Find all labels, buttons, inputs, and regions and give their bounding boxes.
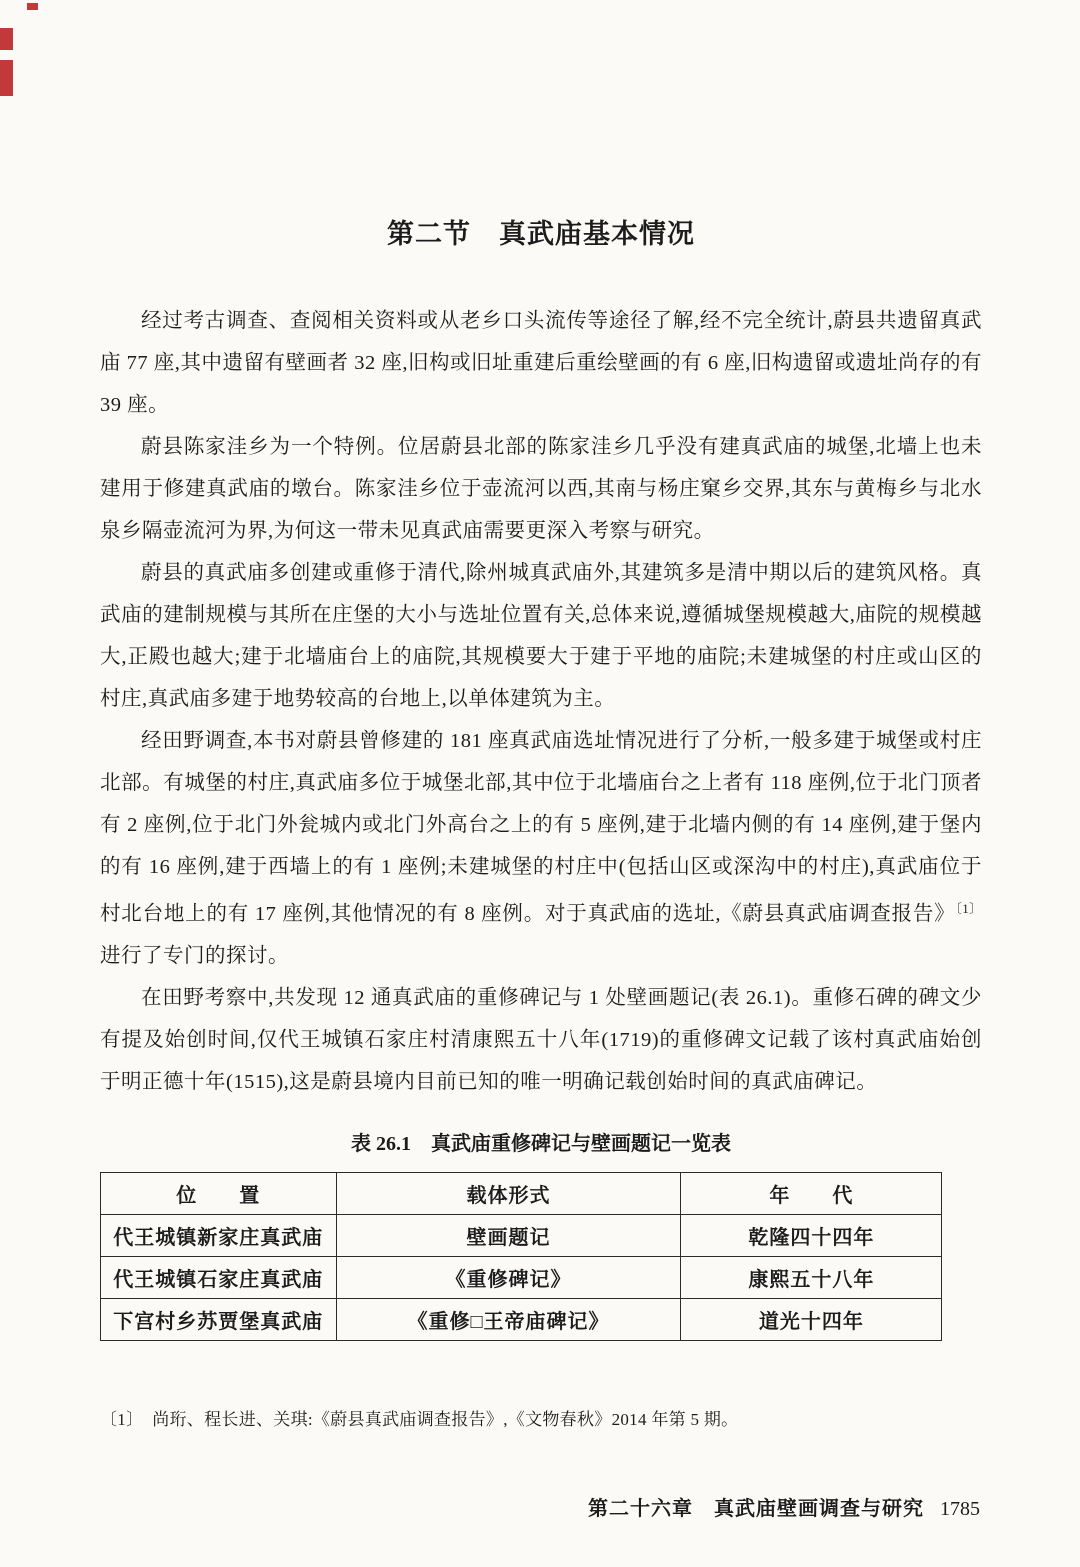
table-row <box>101 1215 942 1257</box>
footnote: 〔1〕 尚珩、程长进、关琪:《蔚县真武庙调查报告》,《文物春秋》2014 年第 5 期。 <box>100 1410 739 1429</box>
red-scan-mark <box>27 3 38 10</box>
table-header-medium: 载体形式 <box>336 1173 681 1215</box>
table-cell-location: 下宫村乡苏贾堡真武庙 <box>101 1299 337 1341</box>
paragraph-4 <box>100 720 982 977</box>
table-header-location: 位 置 <box>101 1173 337 1215</box>
table-cell-location: 代王城镇石家庄真武庙 <box>101 1257 337 1299</box>
stele-inscription-table <box>100 1172 942 1341</box>
footnote-reference-marker: 〔1〕 <box>955 901 982 916</box>
section-title: 第二节 真武庙基本情况 <box>387 219 695 249</box>
table-cell-era: 康熙五十八年 <box>681 1257 942 1299</box>
paragraph-4-text: 经田野调查,本书对蔚县曾修建的 181 座真武庙选址情况进行了分析,一般多建于城堡或村庄北部。有城堡的村庄,真武庙多位于城堡北部,其中位于北墙庙台之上者有 118 座例,位于北门顶者有 2 座例,位于北门外瓮城内或北门外高台之上的有 5 座例,建于北墙内侧的有 14 座例,建于堡内的有 16 座例,建于西墙上的有 1 座例;未建城堡的村庄中(包括山区或深沟中的村庄),真武庙位于村北台地上的有 17 座例,其他情况的有 8 座例。对于真武庙的选址,《蔚县真武庙调查报告》 <box>100 730 982 925</box>
table-cell-location: 代王城镇新家庄真武庙 <box>101 1215 337 1257</box>
body-text <box>100 300 982 1103</box>
red-scan-mark <box>0 60 13 96</box>
table-cell-era: 乾隆四十四年 <box>681 1215 942 1257</box>
table-header-row <box>101 1173 942 1215</box>
page-number: 1785 <box>940 1498 980 1520</box>
paragraph-5: 在田野考察中,共发现 12 通真武庙的重修碑记与 1 处壁画题记(表 26.1)。重修石碑的碑文少有提及始创时间,仅代王城镇石家庄村清康熙五十八年(1719)的重修碑文记载了该村真武庙始创于明正德十年(1515),这是蔚县境内目前已知的唯一明确记载创始时间的真武庙碑记。 <box>100 987 982 1093</box>
table-cell-medium: 《重修□王帝庙碑记》 <box>336 1299 681 1341</box>
paragraph-4-tail: 进行了专门的探讨。 <box>100 945 289 967</box>
table-row <box>101 1257 942 1299</box>
paragraph-3: 蔚县的真武庙多创建或重修于清代,除州城真武庙外,其建筑多是清中期以后的建筑风格。真武庙的建制规模与其所在庄堡的大小与选址位置有关,总体来说,遵循城堡规模越大,庙院的规模越大,正殿也越大;建于北墙庙台上的庙院,其规模要大于建于平地的庙院;未建城堡的村庄或山区的村庄,真武庙多建于地势较高的台地上,以单体建筑为主。 <box>100 562 982 710</box>
table-cell-medium: 壁画题记 <box>336 1215 681 1257</box>
paragraph-1: 经过考古调查、查阅相关资料或从老乡口头流传等途径了解,经不完全统计,蔚县共遗留真武庙 77 座,其中遗留有壁画者 32 座,旧构或旧址重建后重绘壁画的有 6 座,旧构遗留或遗址尚存的有 39 座。 <box>100 310 982 416</box>
table-cell-medium: 《重修碑记》 <box>336 1257 681 1299</box>
red-scan-mark <box>0 28 13 50</box>
table-header-era: 年 代 <box>681 1173 942 1215</box>
table-cell-era: 道光十四年 <box>681 1299 942 1341</box>
paragraph-2: 蔚县陈家洼乡为一个特例。位居蔚县北部的陈家洼乡几乎没有建真武庙的城堡,北墙上也未建用于修建真武庙的墩台。陈家洼乡位于壶流河以西,其南与杨庄窠乡交界,其东与黄梅乡与北水泉乡隔壶流河为界,为何这一带未见真武庙需要更深入考察与研究。 <box>100 436 982 542</box>
page-footer <box>588 1492 980 1521</box>
page-content <box>100 0 982 1433</box>
table-row <box>101 1299 942 1341</box>
footer-chapter-title: 第二十六章 真武庙壁画调查与研究 <box>588 1498 924 1520</box>
table-caption: 表 26.1 真武庙重修碑记与壁画题记一览表 <box>351 1133 731 1155</box>
